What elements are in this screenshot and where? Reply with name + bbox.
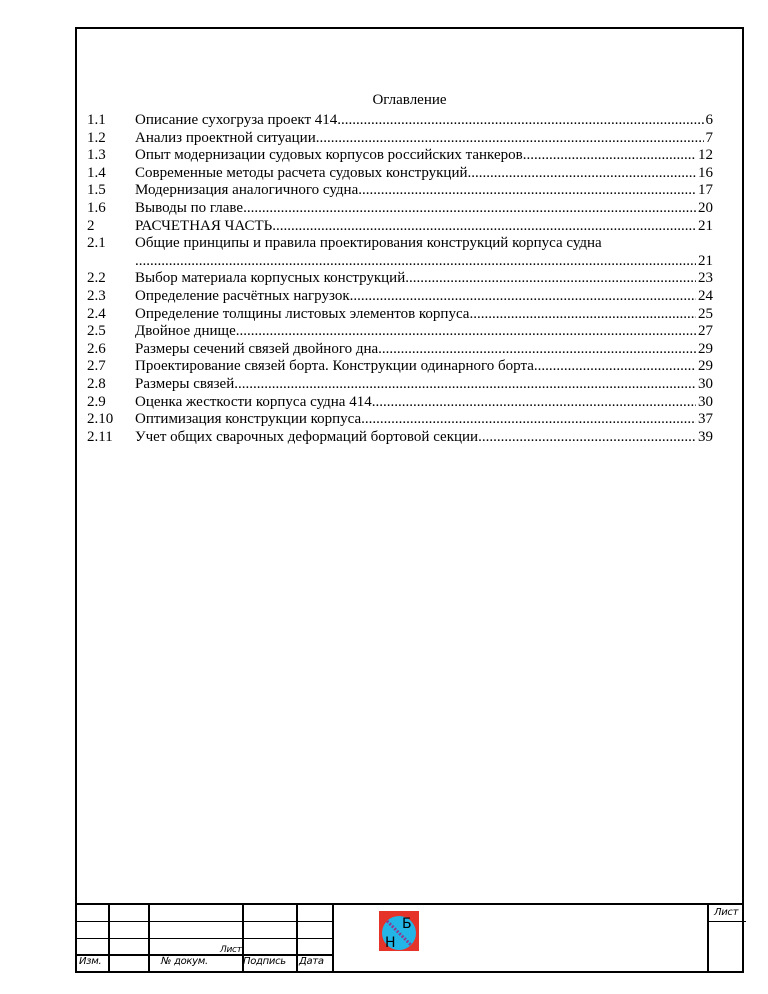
toc-entry-page: 23 <box>698 270 713 287</box>
svg-text:Н: Н <box>385 935 396 951</box>
svg-text:Б: Б <box>402 916 412 932</box>
toc-entry[interactable] <box>87 112 713 130</box>
toc-title: Оглавление <box>372 92 447 108</box>
toc-entry-title: Определение расчётных нагрузок <box>135 287 350 304</box>
toc-entry-number: 2.10 <box>87 411 114 428</box>
toc-dot-leader <box>350 288 696 306</box>
toc-entry-title: Выводы по главе <box>135 199 244 216</box>
toc-entry-number: 1.2 <box>87 129 106 146</box>
toc-entry-page: 37 <box>698 411 713 428</box>
toc-dot-leader <box>358 182 696 200</box>
stamp-line <box>332 905 334 971</box>
toc-entry-page: 29 <box>698 340 713 357</box>
toc-entry-number: 2 <box>87 217 95 234</box>
list-label: Лист <box>714 907 739 918</box>
toc-entry-number: 2.7 <box>87 358 106 375</box>
toc-entry-number: 2.2 <box>87 270 106 287</box>
toc-entry-title: Опыт модернизации судовых корпусов российских танкеров <box>135 147 523 164</box>
toc-dot-leader <box>243 200 696 218</box>
toc-entry[interactable] <box>87 235 713 270</box>
toc-dot-leader <box>135 253 696 271</box>
table-of-contents <box>87 112 713 446</box>
n-dokum-label: № докум. <box>161 956 208 967</box>
title-block <box>77 903 742 971</box>
toc-entry-title: Современные методы расчета судовых конструкций <box>135 164 468 181</box>
toc-entry-title: Размеры связей <box>135 375 235 392</box>
toc-entry-number: 1.6 <box>87 199 106 216</box>
toc-entry-title: Двойное днище <box>135 323 236 340</box>
toc-entry-page: 21 <box>698 252 713 269</box>
toc-entry-page: 25 <box>698 305 713 322</box>
toc-dot-leader <box>272 218 696 236</box>
toc-entry-page: 29 <box>698 358 713 375</box>
toc-entry-number: 1.4 <box>87 164 106 181</box>
list-small-label: Лист <box>220 945 242 955</box>
toc-entry-page: 12 <box>698 147 713 164</box>
toc-entry-page: 27 <box>698 323 713 340</box>
toc-entry-page: 30 <box>698 375 713 392</box>
toc-dot-leader <box>523 147 696 165</box>
toc-dot-leader <box>316 130 704 148</box>
stamp-line <box>707 921 746 922</box>
toc-entry[interactable] <box>87 323 713 341</box>
toc-entry-title: Анализ проектной ситуации <box>135 129 316 146</box>
toc-entry-page: 16 <box>698 164 713 181</box>
toc-entry-page: 39 <box>698 428 713 445</box>
toc-dot-leader <box>468 165 696 183</box>
toc-entry[interactable] <box>87 165 713 183</box>
toc-entry[interactable] <box>87 130 713 148</box>
toc-entry[interactable] <box>87 270 713 288</box>
toc-entry-number: 2.3 <box>87 287 106 304</box>
drawing-frame <box>75 27 744 973</box>
toc-entry[interactable] <box>87 376 713 394</box>
podpis-label: Подпись <box>243 956 286 967</box>
toc-entry-page: 17 <box>698 182 713 199</box>
toc-entry[interactable] <box>87 306 713 324</box>
toc-entry[interactable] <box>87 200 713 218</box>
toc-entry-number: 1.3 <box>87 147 106 164</box>
toc-entry-number: 2.1 <box>87 235 106 252</box>
toc-entry-title: Оценка жесткости корпуса судна 414 <box>135 393 372 410</box>
stamp-line <box>77 921 332 922</box>
toc-entry[interactable] <box>87 394 713 412</box>
toc-entry-number: 1.5 <box>87 182 106 199</box>
izm-label: Изм. <box>79 956 102 967</box>
toc-entry-title: Общие принципы и правила проектирования конструкций корпуса судна <box>135 235 602 252</box>
toc-entry-number: 2.5 <box>87 323 106 340</box>
toc-entry[interactable] <box>87 182 713 200</box>
toc-dot-leader <box>534 358 696 376</box>
toc-entry-number: 2.9 <box>87 393 106 410</box>
toc-dot-leader <box>234 376 696 394</box>
toc-dot-leader <box>372 394 696 412</box>
toc-entry-title: Описание сухогруза проект 414 <box>135 112 338 128</box>
toc-entry[interactable] <box>87 429 713 447</box>
toc-dot-leader <box>469 306 696 324</box>
data-label: Дата <box>299 956 324 967</box>
toc-entry-title: Оптимизация конструкции корпуса <box>135 411 362 428</box>
toc-entry-title: РАСЧЕТНАЯ ЧАСТЬ <box>135 217 273 234</box>
toc-entry-page: 20 <box>698 199 713 216</box>
toc-entry-title: Выбор материала корпусных конструкций <box>135 270 406 287</box>
stamp-line <box>707 905 709 971</box>
toc-entry-page: 7 <box>705 129 713 146</box>
toc-entry-page: 21 <box>698 217 713 234</box>
toc-entry[interactable] <box>87 341 713 359</box>
toc-entry-page: 6 <box>705 112 713 128</box>
toc-entry-number: 2.6 <box>87 340 106 357</box>
toc-entry-number: 2.4 <box>87 305 106 322</box>
toc-entry-page: 24 <box>698 287 713 304</box>
toc-dot-leader <box>337 112 703 130</box>
university-logo-icon <box>379 911 419 951</box>
toc-dot-leader <box>378 341 696 359</box>
toc-entry-number: 2.11 <box>87 428 113 445</box>
toc-dot-leader <box>236 323 696 341</box>
toc-entry[interactable] <box>87 288 713 306</box>
toc-dot-leader <box>405 270 696 288</box>
toc-entry-number: 2.8 <box>87 375 106 392</box>
toc-entry-title: Проектирование связей борта. Конструкции одинарного борта <box>135 358 534 375</box>
toc-entry-title: Определение толщины листовых элементов корпуса <box>135 305 470 322</box>
toc-entry-page: 30 <box>698 393 713 410</box>
toc-entry-title: Размеры сечений связей двойного дна <box>135 340 379 357</box>
toc-entry-title: Учет общих сварочных деформаций бортовой секции <box>135 428 479 445</box>
toc-entry[interactable] <box>87 147 713 165</box>
stamp-line <box>77 938 332 939</box>
toc-entry-title: Модернизация аналогичного судна <box>135 182 359 199</box>
toc-dot-leader <box>478 429 696 447</box>
toc-entry[interactable] <box>87 411 713 429</box>
toc-entry-number: 1.1 <box>87 112 106 128</box>
toc-dot-leader <box>361 411 696 429</box>
toc-entry[interactable] <box>87 358 713 376</box>
toc-entry[interactable] <box>87 218 713 236</box>
